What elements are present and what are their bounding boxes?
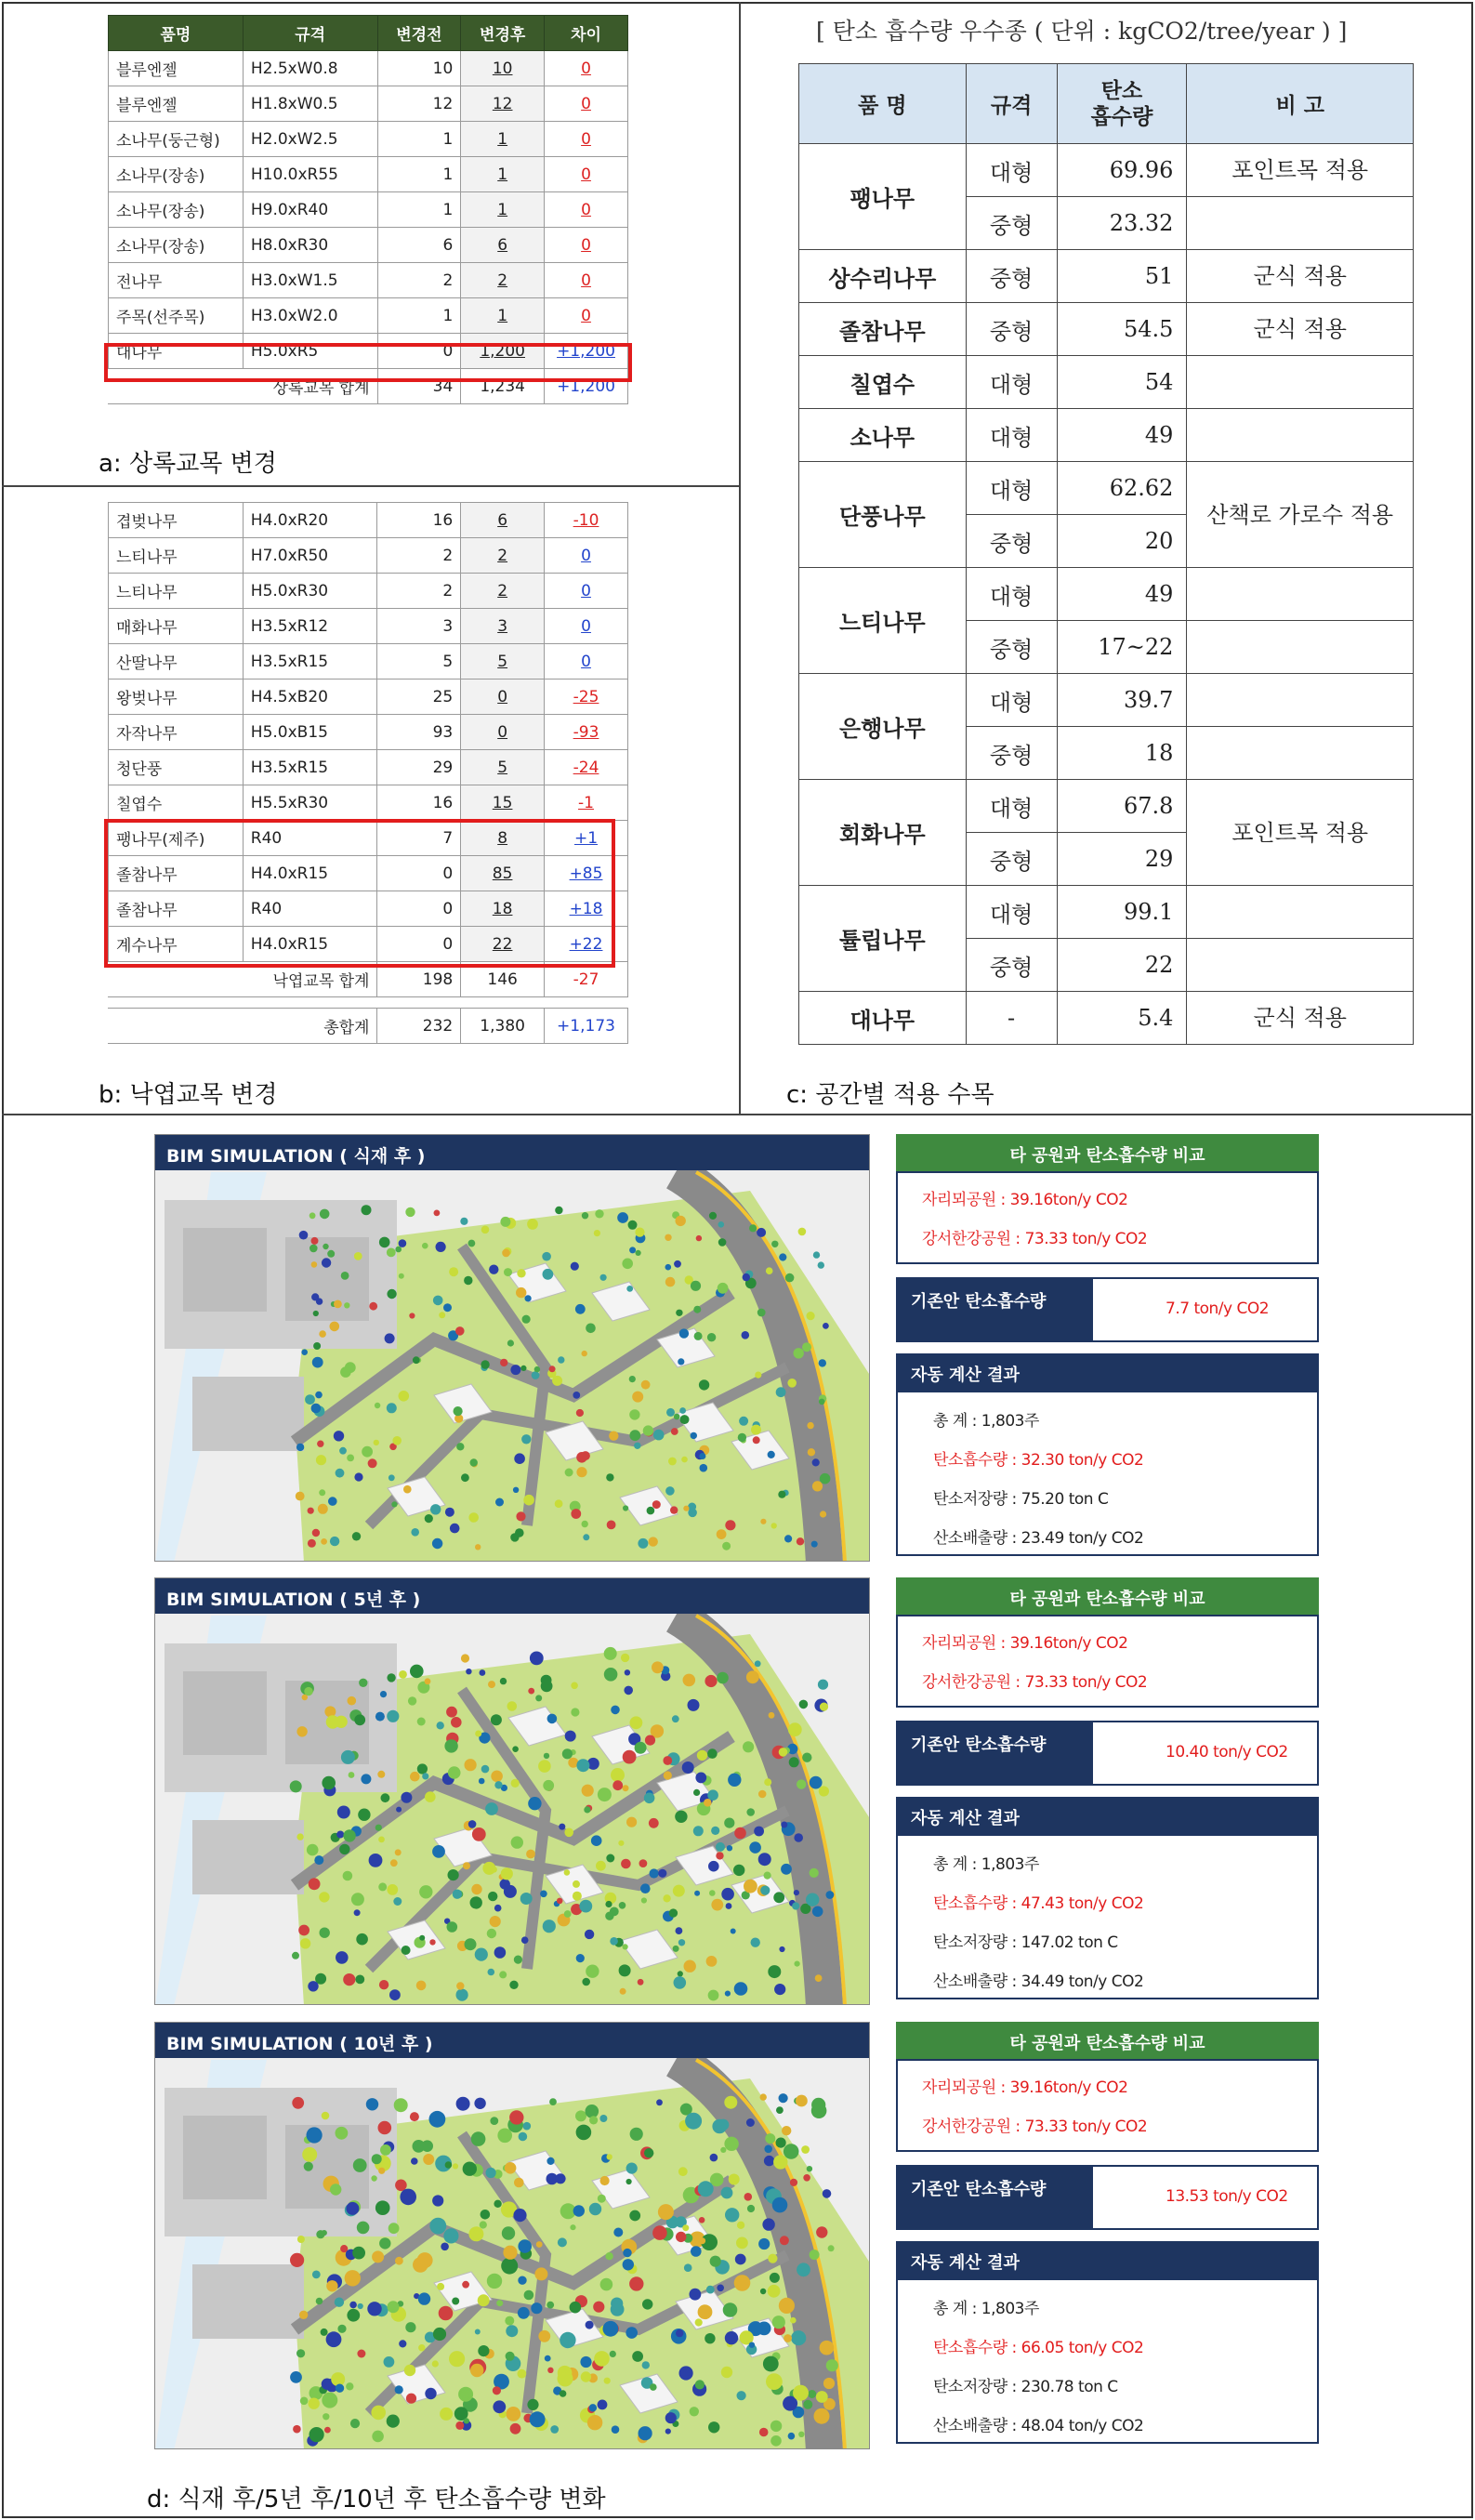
note [1187, 886, 1414, 939]
absorb-value: 29 [1057, 833, 1187, 886]
tree-name: 대나무 [109, 334, 244, 369]
table-row [109, 228, 628, 263]
calc-total: 총 계 : 1,803주 [933, 1855, 1039, 1874]
compare-title: 타 공원과 탄소흡수량 비교 [896, 1134, 1319, 1171]
sum-diff: +1,173 [545, 1009, 628, 1044]
calc-total: 총 계 : 1,803주 [933, 2300, 1039, 2318]
table-row [109, 750, 628, 785]
count-diff: -25 [545, 679, 628, 715]
table-row [109, 503, 628, 538]
note: 군식 적용 [1187, 250, 1414, 303]
count-before: 2 [377, 538, 461, 574]
tree-name: 블루엔젤 [109, 51, 244, 86]
table-row [109, 609, 628, 644]
table-row [109, 298, 628, 334]
table-row [109, 86, 628, 122]
absorb-value: 99.1 [1057, 886, 1187, 939]
absorb-value: 69.96 [1057, 144, 1187, 197]
table-row [799, 568, 1414, 621]
col-header-absorb-line1: 탄소 [1100, 78, 1143, 103]
note [1187, 356, 1414, 409]
calc-result-title: 자동 계산 결과 [896, 1797, 1319, 1834]
note: 군식 적용 [1187, 303, 1414, 356]
tree-name: 졸참나무 [109, 856, 244, 891]
count-after: 1 [461, 122, 545, 157]
sum-before: 232 [377, 1009, 461, 1044]
count-diff: -10 [545, 503, 628, 538]
count-diff: -1 [545, 785, 628, 821]
count-before: 1 [377, 298, 461, 334]
compare-box [896, 1615, 1319, 1708]
note: 포인트목 적용 [1187, 144, 1414, 197]
count-before: 6 [377, 228, 461, 263]
count-before: 2 [377, 574, 461, 609]
col-header-name: 품 명 [799, 64, 967, 144]
bim-title: BIM SIMULATION ( 5년 후 ) [155, 1578, 870, 1614]
tree-spec: H3.0xW2.0 [243, 298, 377, 334]
tree-spec: H3.5xR15 [243, 644, 377, 679]
count-after: 5 [461, 750, 545, 785]
compare-park-1: 자리뫼공원 : 39.16ton/y CO2 [922, 1191, 1128, 1209]
tree-size: 대형 [966, 462, 1057, 515]
count-diff: 0 [545, 609, 628, 644]
absorb-value: 67.8 [1057, 780, 1187, 833]
divider-horizontal-a-b [2, 485, 739, 487]
highlight-box-added-trees [104, 819, 615, 968]
species-name: 느티나무 [799, 568, 967, 674]
count-after: 85 [461, 856, 545, 891]
sum-after: 146 [461, 962, 545, 997]
absorb-value: 20 [1057, 515, 1187, 568]
count-after: 8 [461, 821, 545, 856]
tree-name: 계수나무 [109, 927, 244, 962]
sum-after: 1,234 [461, 369, 545, 404]
count-after: 5 [461, 644, 545, 679]
absorb-value: 54 [1057, 356, 1187, 409]
compare-box [896, 2059, 1319, 2152]
base-absorb-label: 기존안 탄소흡수량 [896, 2165, 1091, 2230]
base-absorb-value: 10.40 ton/y CO2 [1166, 1743, 1288, 1761]
divider-horizontal-top-bottom [2, 1114, 1473, 1115]
tree-name: 소나무(둥근형) [109, 122, 244, 157]
bim-title: BIM SIMULATION ( 식재 후 ) [155, 1135, 870, 1170]
table-row [799, 356, 1414, 409]
base-absorb-value: 7.7 ton/y CO2 [1166, 1300, 1270, 1318]
tree-name: 칠엽수 [109, 785, 244, 821]
table-row [799, 462, 1414, 515]
calc-oxygen: 산소배출량 : 34.49 ton/y CO2 [933, 1972, 1144, 1991]
tree-size: 대형 [966, 886, 1057, 939]
sum-label: 상록교목 합계 [109, 369, 378, 404]
table-row [799, 303, 1414, 356]
absorb-value: 5.4 [1057, 992, 1187, 1045]
table-row [109, 644, 628, 679]
compare-park-1: 자리뫼공원 : 39.16ton/y CO2 [922, 1634, 1128, 1653]
count-after: 3 [461, 609, 545, 644]
count-diff: +22 [545, 927, 628, 962]
count-after: 6 [461, 503, 545, 538]
tree-spec: H4.5xB20 [243, 679, 377, 715]
tree-spec: R40 [243, 821, 377, 856]
sum-before: 34 [377, 369, 461, 404]
compare-park-1: 자리뫼공원 : 39.16ton/y CO2 [922, 2078, 1128, 2097]
col-header: 변경후 [461, 16, 545, 51]
table-row [109, 574, 628, 609]
count-before: 5 [377, 644, 461, 679]
count-diff: 0 [545, 86, 628, 122]
tree-size: 대형 [966, 409, 1057, 462]
tree-spec: H3.0xW1.5 [243, 263, 377, 298]
count-after: 0 [461, 679, 545, 715]
col-header: 품명 [109, 16, 244, 51]
count-before: 29 [377, 750, 461, 785]
note [1187, 197, 1414, 250]
bim-title: BIM SIMULATION ( 10년 후 ) [155, 2023, 870, 2058]
count-before: 2 [377, 263, 461, 298]
tree-name: 매화나무 [109, 609, 244, 644]
tree-size: 대형 [966, 780, 1057, 833]
count-after: 1 [461, 157, 545, 192]
count-before: 0 [377, 334, 461, 369]
table-row [109, 679, 628, 715]
caption-b: b: 낙엽교목 변경 [99, 1081, 278, 1109]
count-diff: +85 [545, 856, 628, 891]
note: 산책로 가로수 적용 [1187, 462, 1414, 568]
tree-name: 전나무 [109, 263, 244, 298]
bim-simulation-image [154, 1577, 870, 2005]
tree-name: 왕벚나무 [109, 679, 244, 715]
species-name: 칠엽수 [799, 356, 967, 409]
table-c-title: [ 탄소 흡수량 우수종 ( 단위 : kgCO2/tree/year ) ] [816, 18, 1348, 45]
absorb-value: 54.5 [1057, 303, 1187, 356]
calc-absorb: 탄소흡수량 : 32.30 ton/y CO2 [933, 1451, 1144, 1470]
tree-spec: H5.5xR30 [243, 785, 377, 821]
col-header: 차이 [545, 16, 628, 51]
count-diff: +18 [545, 891, 628, 927]
base-absorb-label: 기존안 탄소흡수량 [896, 1277, 1091, 1342]
tree-name: 소나무(장송) [109, 157, 244, 192]
tree-name: 소나무(장송) [109, 192, 244, 228]
species-name: 팽나무 [799, 144, 967, 250]
calc-storage: 탄소저장량 : 75.20 ton C [933, 1490, 1109, 1509]
base-absorb-value: 13.53 ton/y CO2 [1166, 2187, 1288, 2206]
table-row [109, 715, 628, 750]
count-after: 10 [461, 51, 545, 86]
calc-oxygen: 산소배출량 : 48.04 ton/y CO2 [933, 2417, 1144, 2435]
species-name: 튤립나무 [799, 886, 967, 992]
col-header-size: 규격 [966, 64, 1057, 144]
tree-spec: H3.5xR15 [243, 750, 377, 785]
species-name: 은행나무 [799, 674, 967, 780]
base-absorb-label: 기존안 탄소흡수량 [896, 1721, 1091, 1786]
note: 포인트목 적용 [1187, 780, 1414, 886]
table-row [799, 674, 1414, 727]
table-header-row [109, 16, 628, 51]
note [1187, 939, 1414, 992]
calc-result-title: 자동 계산 결과 [896, 1353, 1319, 1391]
table-row [109, 785, 628, 821]
count-before: 0 [377, 927, 461, 962]
tree-name: 산딸나무 [109, 644, 244, 679]
calc-total: 총 계 : 1,803주 [933, 1412, 1039, 1431]
count-diff: +1,200 [545, 334, 628, 369]
count-diff: 0 [545, 298, 628, 334]
count-after: 1 [461, 298, 545, 334]
sum-label: 낙엽교목 합계 [109, 962, 377, 997]
species-name: 대나무 [799, 992, 967, 1045]
count-after: 12 [461, 86, 545, 122]
count-diff: 0 [545, 263, 628, 298]
table-row [109, 192, 628, 228]
table-header-row [799, 64, 1414, 144]
species-name: 단풍나무 [799, 462, 967, 568]
col-header-absorb-line2: 흡수량 [1090, 104, 1153, 129]
count-before: 16 [377, 503, 461, 538]
tree-name: 주목(선주목) [109, 298, 244, 334]
sum-after: 1,380 [461, 1009, 545, 1044]
note [1187, 409, 1414, 462]
col-header: 변경전 [377, 16, 461, 51]
tree-size: 대형 [966, 356, 1057, 409]
tree-size: 대형 [966, 674, 1057, 727]
table-sum-row [109, 1009, 628, 1044]
bim-simulation-image [154, 2022, 870, 2449]
tree-size: 중형 [966, 621, 1057, 674]
count-before: 93 [377, 715, 461, 750]
tree-spec: H4.0xR20 [243, 503, 377, 538]
sum-diff: -27 [545, 962, 628, 997]
count-diff: 0 [545, 574, 628, 609]
table-row [799, 144, 1414, 197]
tree-spec: H5.0xR5 [243, 334, 377, 369]
tree-name: 청단풍 [109, 750, 244, 785]
tree-name: 느티나무 [109, 574, 244, 609]
col-header-note: 비 고 [1187, 64, 1414, 144]
bim-simulation-image [154, 1134, 870, 1562]
tree-spec: H4.0xR15 [243, 927, 377, 962]
tree-name: 소나무(장송) [109, 228, 244, 263]
compare-park-2: 강서한강공원 : 73.33 ton/y CO2 [922, 1230, 1148, 1248]
count-before: 0 [377, 891, 461, 927]
count-after: 2 [461, 574, 545, 609]
count-before: 1 [377, 157, 461, 192]
caption-c: c: 공간별 적용 수목 [786, 1081, 994, 1109]
compare-park-2: 강서한강공원 : 73.33 ton/y CO2 [922, 2118, 1148, 2136]
col-header: 규격 [243, 16, 377, 51]
tree-size: 중형 [966, 939, 1057, 992]
tree-spec: H9.0xR40 [243, 192, 377, 228]
table-row [799, 992, 1414, 1045]
calc-result-title: 자동 계산 결과 [896, 2241, 1319, 2278]
count-diff: -24 [545, 750, 628, 785]
absorb-value: 39.7 [1057, 674, 1187, 727]
table-row [109, 157, 628, 192]
tree-name: 자작나무 [109, 715, 244, 750]
table-row [109, 263, 628, 298]
compare-title: 타 공원과 탄소흡수량 비교 [896, 2022, 1319, 2059]
tree-name: 졸참나무 [109, 891, 244, 927]
count-before: 1 [377, 122, 461, 157]
tree-spec: H4.0xR15 [243, 856, 377, 891]
calc-storage: 탄소저장량 : 147.02 ton C [933, 1933, 1118, 1952]
table-row [799, 250, 1414, 303]
count-after: 6 [461, 228, 545, 263]
count-before: 16 [377, 785, 461, 821]
note: 군식 적용 [1187, 992, 1414, 1045]
divider-vertical [739, 2, 741, 1114]
count-after: 18 [461, 891, 545, 927]
count-diff: -93 [545, 715, 628, 750]
table-row [109, 122, 628, 157]
bim-render [155, 2023, 870, 2449]
count-after: 2 [461, 263, 545, 298]
tree-name: 블루엔젤 [109, 86, 244, 122]
bim-render [155, 1578, 870, 2005]
table-row [109, 538, 628, 574]
table-row [799, 409, 1414, 462]
compare-park-2: 강서한강공원 : 73.33 ton/y CO2 [922, 1673, 1148, 1692]
table-row [109, 51, 628, 86]
tree-name: 겹벚나무 [109, 503, 244, 538]
count-diff: 0 [545, 122, 628, 157]
tree-size: 중형 [966, 727, 1057, 780]
tree-size: 중형 [966, 197, 1057, 250]
count-diff: 0 [545, 228, 628, 263]
count-after: 1,200 [461, 334, 545, 369]
tree-size: 중형 [966, 250, 1057, 303]
note [1187, 727, 1414, 780]
count-after: 22 [461, 927, 545, 962]
count-diff: 0 [545, 192, 628, 228]
caption-d: d: 식재 후/5년 후/10년 후 탄소흡수량 변화 [147, 2486, 606, 2513]
count-diff: 0 [545, 644, 628, 679]
table-carbon-absorption [798, 63, 1414, 1045]
tree-spec: H8.0xR30 [243, 228, 377, 263]
count-diff: +1 [545, 821, 628, 856]
tree-spec: H10.0xR55 [243, 157, 377, 192]
tree-size: 중형 [966, 303, 1057, 356]
count-before: 10 [377, 51, 461, 86]
tree-size: 대형 [966, 144, 1057, 197]
species-name: 졸참나무 [799, 303, 967, 356]
count-diff: 0 [545, 51, 628, 86]
count-after: 0 [461, 715, 545, 750]
count-after: 2 [461, 538, 545, 574]
count-before: 1 [377, 192, 461, 228]
tree-spec: H5.0xR30 [243, 574, 377, 609]
table-row [799, 780, 1414, 833]
compare-title: 타 공원과 탄소흡수량 비교 [896, 1577, 1319, 1615]
absorb-value: 23.32 [1057, 197, 1187, 250]
species-name: 상수리나무 [799, 250, 967, 303]
count-before: 3 [377, 609, 461, 644]
table-row [799, 886, 1414, 939]
absorb-value: 51 [1057, 250, 1187, 303]
absorb-value: 62.62 [1057, 462, 1187, 515]
caption-a: a: 상록교목 변경 [99, 450, 277, 478]
count-diff: 0 [545, 157, 628, 192]
absorb-value: 49 [1057, 568, 1187, 621]
bim-render [155, 1135, 870, 1562]
sum-diff: +1,200 [545, 369, 628, 404]
species-name: 회화나무 [799, 780, 967, 886]
tree-size: - [966, 992, 1057, 1045]
note [1187, 568, 1414, 621]
compare-box [896, 1171, 1319, 1264]
tree-spec: H7.0xR50 [243, 538, 377, 574]
absorb-value: 18 [1057, 727, 1187, 780]
absorb-value: 17~22 [1057, 621, 1187, 674]
tree-size: 중형 [966, 515, 1057, 568]
note [1187, 621, 1414, 674]
highlight-box-bamboo [104, 343, 632, 382]
calc-absorb: 탄소흡수량 : 47.43 ton/y CO2 [933, 1894, 1144, 1913]
tree-spec: H2.0xW2.5 [243, 122, 377, 157]
count-after: 15 [461, 785, 545, 821]
count-diff: 0 [545, 538, 628, 574]
tree-spec: H5.0xB15 [243, 715, 377, 750]
count-before: 12 [377, 86, 461, 122]
note [1187, 674, 1414, 727]
sum-before: 198 [377, 962, 461, 997]
absorb-value: 49 [1057, 409, 1187, 462]
tree-spec: H2.5xW0.8 [243, 51, 377, 86]
tree-spec: H1.8xW0.5 [243, 86, 377, 122]
calc-oxygen: 산소배출량 : 23.49 ton/y CO2 [933, 1529, 1144, 1548]
tree-size: 대형 [966, 568, 1057, 621]
count-before: 25 [377, 679, 461, 715]
col-header-absorb [1057, 64, 1187, 144]
tree-spec: H3.5xR12 [243, 609, 377, 644]
count-after: 1 [461, 192, 545, 228]
tree-name: 느티나무 [109, 538, 244, 574]
absorb-value: 22 [1057, 939, 1187, 992]
species-name: 소나무 [799, 409, 967, 462]
tree-size: 중형 [966, 833, 1057, 886]
tree-name: 팽나무(제주) [109, 821, 244, 856]
count-before: 0 [377, 856, 461, 891]
calc-absorb: 탄소흡수량 : 66.05 ton/y CO2 [933, 2339, 1144, 2357]
sum-label: 총합계 [109, 1009, 377, 1044]
calc-storage: 탄소저장량 : 230.78 ton C [933, 2378, 1118, 2396]
count-before: 7 [377, 821, 461, 856]
tree-spec: R40 [243, 891, 377, 927]
